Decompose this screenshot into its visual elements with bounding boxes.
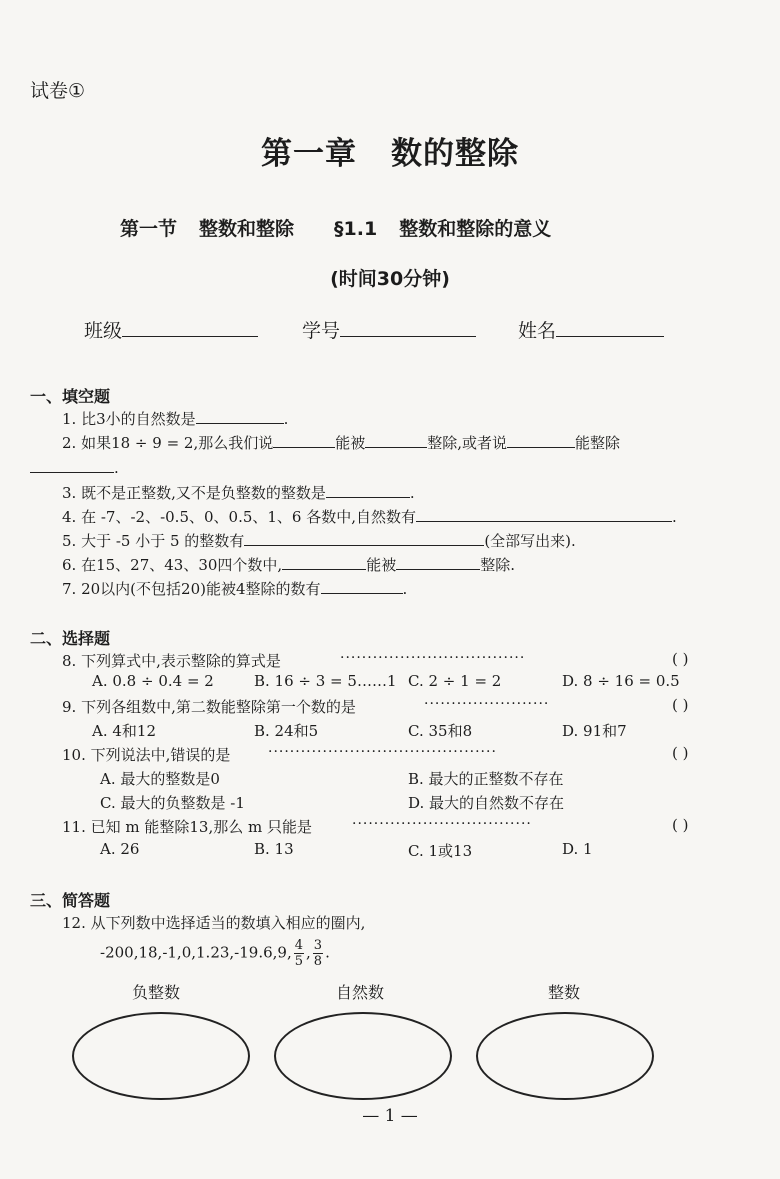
q6-blank-2[interactable] bbox=[396, 555, 480, 570]
question-11-stem: 11. 已知 m 能整除13,那么 m 只能是 bbox=[62, 818, 312, 836]
chapter-label: 第一章 bbox=[261, 136, 357, 172]
q8-option-d[interactable]: D. 8 ÷ 16 = 0.5 bbox=[562, 672, 680, 690]
q11-option-c[interactable]: C. 1或13 bbox=[408, 842, 473, 860]
frac1-numerator: 4 bbox=[294, 938, 304, 953]
time-limit: (时间30分钟) bbox=[330, 268, 450, 290]
section-part1: 第一节 bbox=[120, 218, 178, 240]
fraction-four-fifths bbox=[294, 938, 304, 969]
q7-text: 7. 20以内(不包括20)能被4整除的数有 bbox=[62, 580, 321, 598]
circle-label-natural-numbers: 自然数 bbox=[336, 983, 385, 1002]
q5-end: (全部写出来). bbox=[484, 532, 576, 550]
q1-blank[interactable] bbox=[196, 409, 284, 424]
fraction-three-eighths bbox=[313, 938, 323, 969]
section-number: §1.1 bbox=[334, 218, 378, 240]
circle-label-integers: 整数 bbox=[548, 983, 581, 1002]
q9-option-d[interactable]: D. 91和7 bbox=[562, 722, 627, 740]
q9-option-b[interactable]: B. 24和5 bbox=[254, 722, 319, 740]
q10-dots: ·········································· bbox=[268, 744, 497, 760]
q2-blank-1[interactable] bbox=[273, 433, 335, 448]
class-blank[interactable] bbox=[122, 316, 258, 337]
q8-option-b[interactable]: B. 16 ÷ 3 = 5……1 bbox=[254, 672, 397, 690]
question-7 bbox=[62, 578, 407, 599]
q10-option-b[interactable]: B. 最大的正整数不存在 bbox=[408, 770, 564, 788]
q2-mid2: 整除,或者说 bbox=[427, 434, 508, 452]
frac1-denominator: 5 bbox=[294, 954, 304, 969]
part2-heading: 二、选择题 bbox=[30, 629, 111, 648]
q2-blank-3[interactable] bbox=[507, 433, 575, 448]
q2-blank-4[interactable] bbox=[30, 458, 114, 473]
id-blank[interactable] bbox=[340, 316, 476, 337]
section-title bbox=[120, 214, 551, 241]
q10-option-c[interactable]: C. 最大的负整数是 -1 bbox=[100, 794, 245, 812]
q9-option-a[interactable]: A. 4和12 bbox=[92, 722, 156, 740]
question-3 bbox=[62, 482, 415, 503]
q3-text: 3. 既不是正整数,又不是负整数的整数是 bbox=[62, 484, 326, 502]
q6-text: 6. 在15、27、43、30四个数中, bbox=[62, 556, 283, 574]
negative-integers-circle[interactable] bbox=[72, 1012, 250, 1100]
name-label: 姓名 bbox=[518, 320, 557, 342]
q5-blank[interactable] bbox=[244, 531, 484, 546]
frac2-numerator: 3 bbox=[313, 938, 323, 953]
q2-end: 能整除 bbox=[575, 434, 621, 452]
circle-label-negative-integers: 负整数 bbox=[132, 983, 181, 1002]
name-field[interactable] bbox=[518, 316, 664, 343]
name-blank[interactable] bbox=[556, 316, 664, 337]
q8-answer-paren[interactable]: ( ) bbox=[672, 650, 689, 668]
q11-option-b[interactable]: B. 13 bbox=[254, 840, 294, 858]
q7-blank[interactable] bbox=[321, 579, 403, 594]
section-part2: 整数和整除 bbox=[199, 218, 295, 240]
question-6 bbox=[62, 554, 515, 575]
class-label: 班级 bbox=[84, 320, 123, 342]
question-12-stem: 12. 从下列数中选择适当的数填入相应的圈内, bbox=[62, 914, 366, 932]
q3-blank[interactable] bbox=[326, 483, 410, 498]
q5-text: 5. 大于 -5 小于 5 的整数有 bbox=[62, 532, 245, 550]
q8-option-a[interactable]: A. 0.8 ÷ 0.4 = 2 bbox=[92, 672, 214, 690]
q7-end: . bbox=[402, 580, 408, 598]
q1-text: 1. 比3小的自然数是 bbox=[62, 410, 196, 428]
class-field[interactable] bbox=[84, 316, 258, 343]
question-12-numbers: -200,18,-1,0,1.23,-19.6,9, $\frac{4}{5}$ , $\frac{3}{8}$ . bbox=[100, 938, 330, 969]
q9-answer-paren[interactable]: ( ) bbox=[672, 696, 689, 714]
id-field[interactable] bbox=[302, 316, 476, 343]
chapter-title bbox=[0, 128, 780, 173]
q10-option-d[interactable]: D. 最大的自然数不存在 bbox=[408, 794, 565, 812]
q1-end: . bbox=[283, 410, 289, 428]
q2-text: 2. 如果18 ÷ 9 = 2,那么我们说 bbox=[62, 434, 274, 452]
q6-blank-1[interactable] bbox=[282, 555, 366, 570]
chapter-name: 数的整除 bbox=[391, 136, 519, 172]
q10-option-a[interactable]: A. 最大的整数是0 bbox=[100, 770, 220, 788]
question-4 bbox=[62, 506, 677, 527]
frac2-denominator: 8 bbox=[313, 954, 323, 969]
id-label: 学号 bbox=[302, 320, 341, 342]
q8-dots: ·································· bbox=[340, 650, 526, 666]
question-8-stem: 8. 下列算式中,表示整除的算式是 bbox=[62, 652, 281, 670]
question-2-cont bbox=[30, 458, 119, 477]
q6-end: 整除. bbox=[480, 556, 515, 574]
q10-answer-paren[interactable]: ( ) bbox=[672, 744, 689, 762]
q2-post: . bbox=[114, 459, 119, 477]
q4-text: 4. 在 -7、-2、-0.5、0、0.5、1、6 各数中,自然数有 bbox=[62, 508, 417, 526]
q11-option-a[interactable]: A. 26 bbox=[100, 840, 140, 858]
q9-option-c[interactable]: C. 35和8 bbox=[408, 722, 473, 740]
integers-circle[interactable] bbox=[476, 1012, 654, 1100]
q9-dots: ······················· bbox=[424, 696, 550, 712]
paper-tag: 试卷① bbox=[30, 80, 86, 102]
question-10-stem: 10. 下列说法中,错误的是 bbox=[62, 746, 231, 764]
natural-numbers-circle[interactable] bbox=[274, 1012, 452, 1100]
question-1 bbox=[62, 408, 288, 429]
question-2 bbox=[62, 432, 620, 453]
q4-blank[interactable] bbox=[416, 507, 672, 522]
section-part4: 整数和整除的意义 bbox=[399, 218, 552, 240]
part1-heading: 一、填空题 bbox=[30, 387, 111, 406]
q11-dots: ································· bbox=[352, 816, 532, 832]
question-5 bbox=[62, 530, 576, 551]
q8-option-c[interactable]: C. 2 ÷ 1 = 2 bbox=[408, 672, 502, 690]
number-list: -200,18,-1,0,1.23,-19.6,9, bbox=[100, 943, 292, 962]
q4-end: . bbox=[672, 508, 677, 526]
q3-end: . bbox=[409, 484, 415, 502]
number-list-end: . bbox=[325, 943, 330, 962]
question-9-stem: 9. 下列各组数中,第二数能整除第一个数的是 bbox=[62, 698, 356, 716]
q6-mid: 能被 bbox=[366, 556, 397, 574]
part3-heading: 三、简答题 bbox=[30, 891, 111, 910]
q11-answer-paren[interactable]: ( ) bbox=[672, 816, 689, 834]
q11-option-d[interactable]: D. 1 bbox=[562, 840, 593, 858]
page-number: — 1 — bbox=[362, 1106, 418, 1126]
q2-mid1: 能被 bbox=[335, 434, 366, 452]
q2-blank-2[interactable] bbox=[365, 433, 427, 448]
